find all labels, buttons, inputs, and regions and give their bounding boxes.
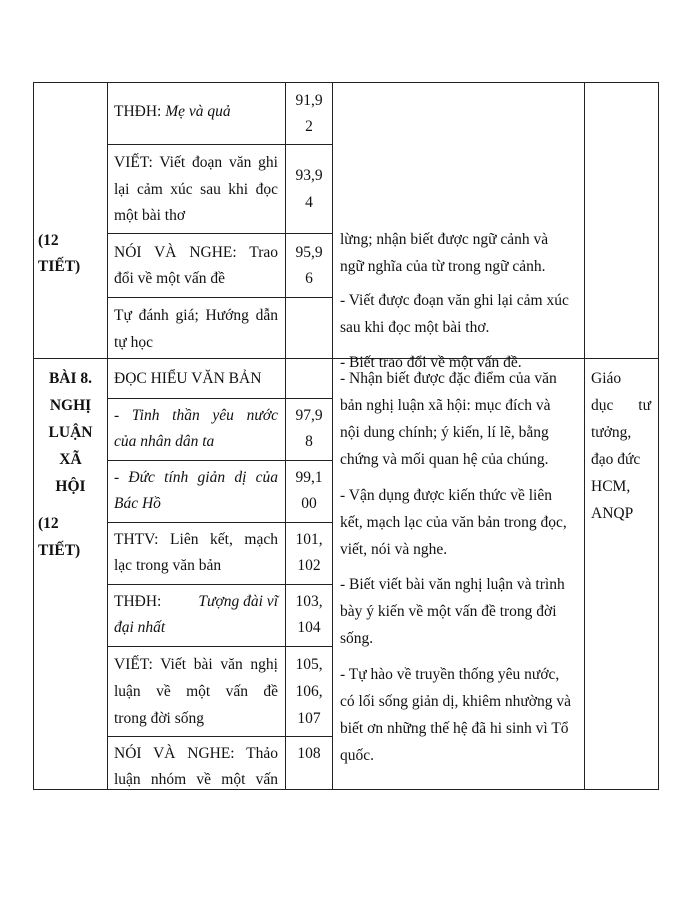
lesson-title: NÓI VÀ NGHE: Trao	[114, 244, 278, 261]
requirement-line: - Biết trao đổi về một vấn đề.	[340, 354, 522, 371]
lesson-title: THTV: Liên kết, mạch	[114, 531, 278, 548]
lesson-title: một bài thơ	[114, 207, 186, 224]
requirement-line: viết, nói và nghe.	[340, 541, 448, 558]
lesson-title: trong đời sống	[114, 710, 205, 727]
row-divider	[107, 297, 333, 298]
page-ref: 91,9	[295, 92, 323, 109]
lesson-title: luận về một vấn đề	[114, 683, 278, 700]
page-ref: 6	[305, 270, 313, 287]
page-ref: 104	[297, 619, 321, 636]
lesson-title: của nhân dân ta	[114, 433, 215, 450]
page-ref: 99,1	[295, 469, 323, 486]
lesson-title: - Đức tính giản dị của	[114, 469, 278, 486]
page-ref: 4	[305, 194, 313, 211]
section2-label-line: LUẬN	[48, 424, 93, 441]
requirement-line: biết ơn những thế hệ đã hi sinh vì Tổ	[340, 720, 569, 737]
table-col-divider-4	[584, 82, 585, 789]
page-ref: 108	[297, 745, 321, 762]
row-divider	[107, 460, 333, 461]
table-col-divider-3	[332, 82, 333, 789]
requirement-line: quốc.	[340, 747, 375, 764]
lesson-title: Bác Hồ	[114, 495, 161, 512]
lesson-title: NÓI VÀ NGHE: Thảo	[114, 745, 278, 762]
integration-line: dục tư	[591, 397, 651, 414]
page-ref: 95,9	[295, 244, 323, 261]
requirement-line: có lối sống giản dị, khiêm nhường và	[340, 693, 571, 710]
page-ref: 107	[297, 710, 321, 727]
integration-line: đạo đức	[591, 451, 641, 468]
requirement-line: lừng; nhận biết được ngữ cảnh và	[340, 231, 549, 248]
page-ref: 00	[301, 495, 317, 512]
requirement-line: - Tự hào về truyền thống yêu nước,	[340, 666, 560, 683]
page-ref: 102	[297, 557, 321, 574]
row-divider	[107, 233, 333, 234]
row-divider	[107, 522, 333, 523]
row-divider	[107, 646, 333, 647]
lesson-prefix: THĐH:	[114, 593, 162, 610]
section2-label-line: BÀI 8.	[48, 370, 93, 387]
lesson-title: đổi về một vấn đề	[114, 270, 226, 287]
requirement-line: - Nhận biết được đặc điểm của văn	[340, 370, 557, 387]
page-ref: 105,	[295, 656, 323, 673]
lesson-title: đại nhất	[114, 619, 166, 636]
lesson-title: lạc trong văn bản	[114, 557, 222, 574]
integration-line: Giáo	[591, 370, 622, 387]
section1-label-line1: (12	[38, 232, 59, 249]
requirement-line: - Viết được đoạn văn ghi lại cảm xúc	[340, 292, 569, 309]
section2-label-line: NGHỊ	[49, 397, 92, 414]
lesson-title: tự học	[114, 334, 153, 351]
lesson-title	[114, 589, 278, 615]
requirement-line: - Biết viết bài văn nghị luận và trình	[340, 576, 565, 593]
section1-label-line2: TIẾT)	[38, 258, 81, 275]
section2-label-line: HỘI	[55, 478, 86, 495]
page-ref: 93,9	[295, 167, 323, 184]
requirement-line: ngữ nghĩa của từ trong ngữ cảnh.	[340, 258, 546, 275]
page-ref: 8	[305, 433, 313, 450]
lesson-title: luận nhóm về một vấn	[114, 771, 278, 788]
row-divider	[107, 144, 333, 145]
table-border-right	[658, 82, 659, 789]
lesson-title: ĐỌC HIỂU VĂN BẢN	[114, 370, 262, 387]
integration-line: ANQP	[591, 505, 634, 522]
requirement-line: - Vận dụng được kiến thức về liên	[340, 487, 552, 504]
lesson-title-italic: Mẹ và quả	[165, 103, 231, 120]
requirement-line: sống.	[340, 630, 374, 647]
lesson-prefix: THĐH:	[114, 103, 166, 120]
lesson-title: lại cảm xúc sau khi đọc	[114, 181, 278, 198]
lesson-title	[114, 99, 231, 125]
requirement-line: kết, mạch lạc của văn bản trong đọc,	[340, 514, 567, 531]
requirement-line: bản nghị luận xã hội: mục đích và	[340, 397, 551, 414]
page-ref: 106,	[295, 683, 323, 700]
page-ref: 101,	[295, 531, 323, 548]
row-divider	[107, 398, 333, 399]
section2-label-line: XÃ	[59, 451, 82, 468]
integration-line: HCM,	[591, 478, 631, 495]
requirement-line: nội dung chính; ý kiến, lí lẽ, bằng	[340, 424, 549, 441]
lesson-title: - Tinh thần yêu nước	[114, 407, 278, 424]
requirement-line: sau khi đọc một bài thơ.	[340, 319, 490, 336]
page-ref: 97,9	[295, 407, 323, 424]
table-border-top	[33, 82, 659, 83]
requirement-line: chứng và mối quan hệ của chúng.	[340, 451, 549, 468]
page-ref: 103,	[295, 593, 323, 610]
page-ref: 2	[305, 118, 313, 135]
lesson-title-italic: Tượng đài vĩ	[198, 593, 278, 610]
section2-label-line: TIẾT)	[38, 542, 81, 559]
section2-label-line: (12	[38, 515, 59, 532]
integration-line: tưởng,	[591, 424, 632, 441]
requirement-line: bày ý kiến về một vấn đề trong đời	[340, 603, 557, 620]
lesson-title: VIẾT: Viết đoạn văn ghi	[114, 154, 278, 171]
lesson-title: Tự đánh giá; Hướng dẫn	[114, 307, 278, 324]
table-col-divider-1	[107, 82, 108, 789]
row-divider	[107, 584, 333, 585]
row-divider	[107, 736, 333, 737]
lesson-title: VIẾT: Viết bài văn nghị	[114, 656, 278, 673]
